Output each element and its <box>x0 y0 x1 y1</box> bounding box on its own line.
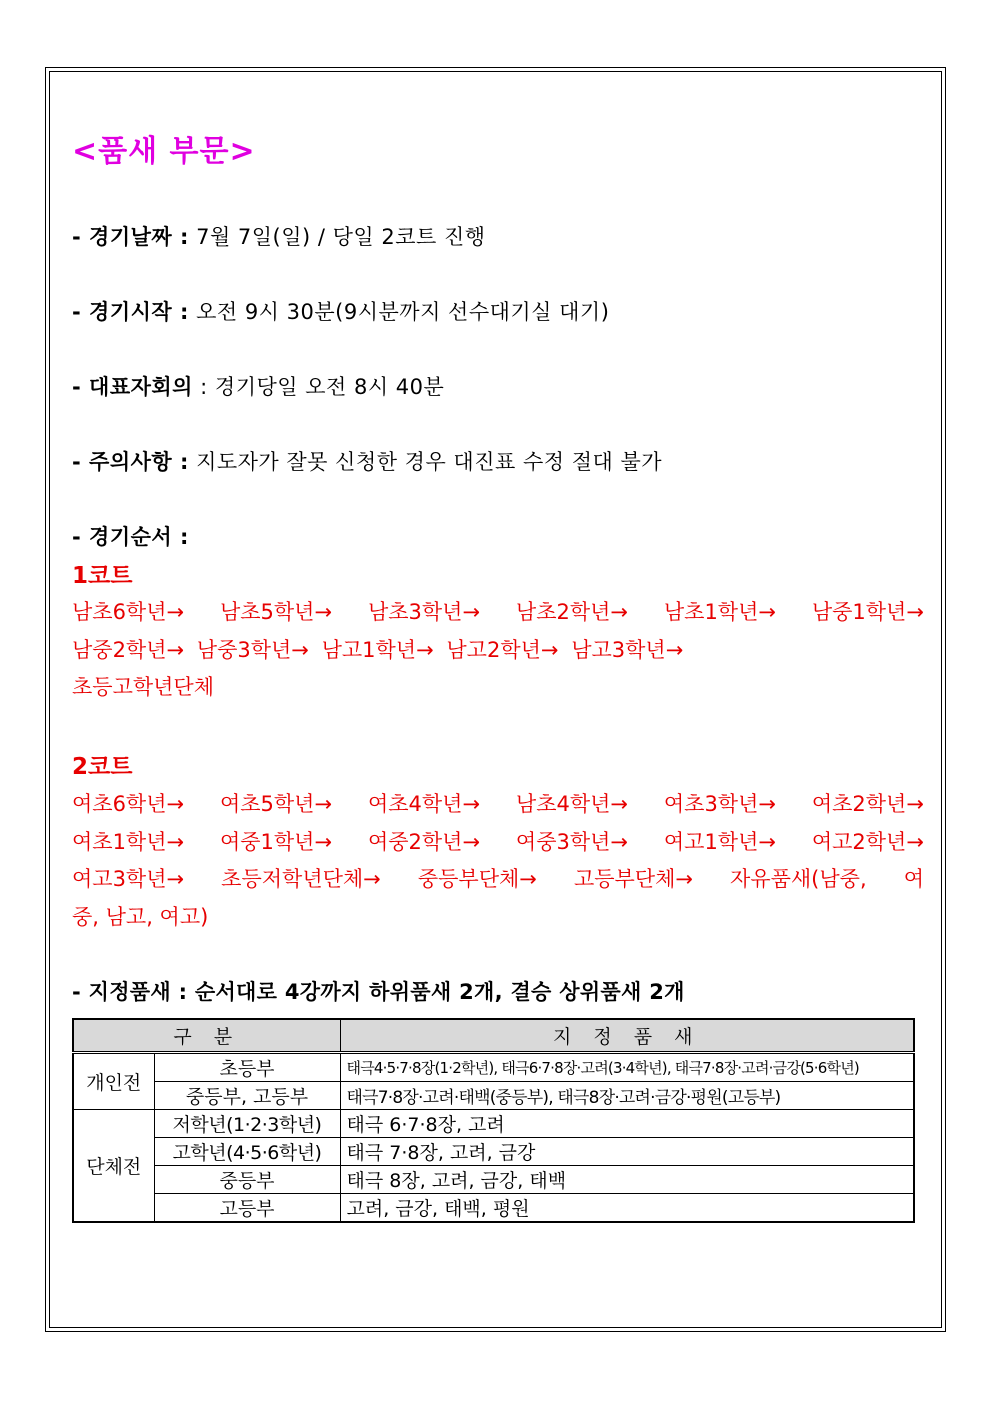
info-notice <box>72 446 662 476</box>
order-item: 여초5학년→ <box>219 792 333 816</box>
table-header-row <box>73 1019 914 1052</box>
order-item: 남고3학년→ <box>571 637 684 662</box>
court1-title: 1코트 <box>72 563 133 589</box>
order-item: 여중1학년→ <box>219 829 333 854</box>
info-value: 오전 9시 30분(9시분까지 선수대기실 대기) <box>196 300 610 324</box>
court1-line-3: 초등고학년단체 <box>72 675 215 699</box>
division-cell: 초등부 <box>154 1052 340 1081</box>
poomsae-cell: 고려, 금강, 태백, 평원 <box>340 1193 914 1222</box>
order-item: 여고3학년→ <box>72 867 185 891</box>
header-designated: 지 정 품 새 <box>340 1019 914 1052</box>
info-label: - 경기날짜 : <box>72 225 189 249</box>
table-row <box>73 1137 914 1165</box>
info-value: 7월 7일(일) / 당일 2코트 진행 <box>196 225 486 249</box>
order-item: 여초2학년→ <box>811 792 924 816</box>
order-item: 남중2학년→ <box>72 637 185 662</box>
division-cell: 저학년(1·2·3학년) <box>154 1109 340 1137</box>
table-row <box>73 1081 914 1109</box>
division-cell: 고학년(4·5·6학년) <box>154 1137 340 1165</box>
court2-line-4: 중, 남고, 여고) <box>72 904 209 929</box>
designated-poomsae-table <box>72 1018 915 1223</box>
order-item: 여초4학년→ <box>367 792 481 816</box>
order-item: 초등저학년단체→ <box>221 867 381 891</box>
order-item: 남중1학년→ <box>811 600 924 624</box>
info-rep-meeting <box>72 371 444 401</box>
division-cell: 중등부 <box>154 1165 340 1193</box>
info-value: : 경기당일 오전 8시 40분 <box>200 375 445 399</box>
info-label: - 대표자회의 <box>72 375 193 399</box>
order-item: 여고1학년→ <box>663 829 776 854</box>
court1-order <box>72 594 924 707</box>
order-item: 남중3학년→ <box>196 637 309 662</box>
order-item: 중등부단체→ <box>417 867 537 891</box>
poomsae-cell: 태극4·5·7·8장(1·2학년), 태극6·7·8장·고려(3·4학년), 태극7·8장·고려·금강(5·6학년) <box>340 1052 914 1081</box>
order-item: 남초4학년→ <box>515 792 629 816</box>
court2-order <box>72 786 924 936</box>
order-item: 남초3학년→ <box>367 600 481 624</box>
info-label: - 경기시작 : <box>72 300 189 324</box>
division-cell: 고등부 <box>154 1193 340 1222</box>
order-item: 여초6학년→ <box>72 792 185 816</box>
court1-line-1 <box>72 594 924 632</box>
poomsae-cell: 태극 8장, 고려, 금강, 태백 <box>340 1165 914 1193</box>
court2-title: 2코트 <box>72 754 133 780</box>
division-cell: 중등부, 고등부 <box>154 1081 340 1109</box>
info-match-date <box>72 221 486 251</box>
info-value: 지도자가 잘못 신청한 경우 대진표 수정 절대 불가 <box>196 450 663 474</box>
order-item: 여초1학년→ <box>72 829 185 854</box>
section-heading: <품새 부문> <box>72 134 256 169</box>
order-item: 여초3학년→ <box>663 792 776 816</box>
court2-line-3 <box>72 861 924 899</box>
poomsae-cell: 태극 6·7·8장, 고려 <box>340 1109 914 1137</box>
poomsae-cell: 태극7·8장·고려·태백(중등부), 태극8장·고려·금강·평원(고등부) <box>340 1081 914 1109</box>
poomsae-cell: 태극 7·8장, 고려, 금강 <box>340 1137 914 1165</box>
order-item: 남고2학년→ <box>446 637 559 662</box>
order-item: 여중2학년→ <box>367 829 481 854</box>
court2-line-1 <box>72 786 924 824</box>
info-label: - 경기순서 : <box>72 525 189 549</box>
order-item: 여고2학년→ <box>811 829 924 854</box>
order-item: 여중3학년→ <box>515 829 629 854</box>
order-item: 남고1학년→ <box>321 637 434 662</box>
header-category: 구 분 <box>73 1019 340 1052</box>
info-match-order <box>72 521 189 551</box>
court1-line-2 <box>72 632 924 670</box>
group-individual: 개인전 <box>73 1052 154 1109</box>
group-team: 단체전 <box>73 1109 154 1222</box>
order-item: 남초6학년→ <box>72 600 185 624</box>
table-row <box>73 1165 914 1193</box>
table-row <box>73 1109 914 1137</box>
info-label: - 주의사항 : <box>72 450 189 474</box>
table-row <box>73 1193 914 1222</box>
order-item: 남초2학년→ <box>515 600 629 624</box>
court2-line-2 <box>72 824 924 862</box>
order-item: 여 <box>903 867 924 891</box>
order-item: 남초1학년→ <box>663 600 776 624</box>
info-match-start <box>72 296 609 326</box>
table-row <box>73 1052 914 1081</box>
order-item: 고등부단체→ <box>573 867 693 891</box>
order-item: 남초5학년→ <box>219 600 333 624</box>
designated-poomsae-title: - 지정품새 : 순서대로 4강까지 하위품새 2개, 결승 상위품새 2개 <box>72 980 685 1004</box>
order-item: 자유품새(남중, <box>730 867 867 891</box>
